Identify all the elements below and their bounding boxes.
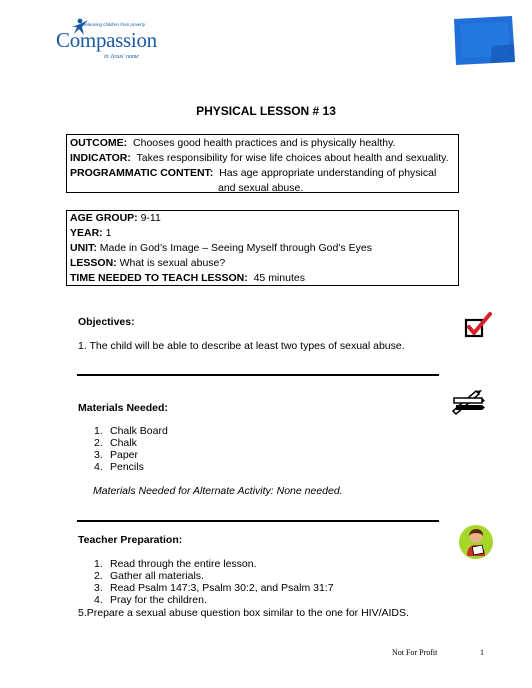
list-number: 4.	[94, 461, 103, 473]
year-line	[70, 226, 455, 241]
logo-tagline: Releasing children from poverty	[82, 22, 146, 27]
pencils-icon	[450, 389, 486, 415]
list-item	[94, 594, 334, 606]
list-number: 3.	[94, 449, 103, 461]
list-item	[94, 558, 334, 570]
page-title: PHYSICAL LESSON # 13	[196, 104, 336, 118]
list-item	[94, 449, 168, 461]
preparation-last-item: 5.Prepare a sexual abuse question box similar to the one for HIV/AIDS.	[78, 607, 409, 619]
checkbox-check-icon	[464, 312, 492, 338]
content-text-2: and sexual abuse.	[218, 182, 304, 194]
list-number: 1.	[94, 558, 103, 570]
list-number: 1.	[94, 425, 103, 437]
list-text: Paper	[110, 449, 139, 461]
list-text: Gather all materials.	[110, 570, 204, 582]
list-item	[94, 437, 168, 449]
list-number: 4.	[94, 594, 103, 606]
time-value: 45 minutes	[253, 272, 305, 284]
list-text: Read through the entire lesson.	[110, 558, 257, 570]
unit-line	[70, 241, 455, 256]
section-divider	[77, 374, 439, 376]
list-number: 2.	[94, 437, 103, 449]
materials-list	[94, 425, 168, 473]
age-label: AGE GROUP:	[70, 212, 138, 224]
indicator-label: INDICATOR:	[70, 152, 131, 164]
list-item	[94, 425, 168, 437]
time-line	[70, 271, 455, 286]
indicator-line	[70, 151, 455, 166]
content-line	[70, 166, 455, 181]
footer-not-for-profit: Not For Profit	[392, 648, 438, 657]
outcome-box	[66, 134, 459, 193]
content-label: PROGRAMMATIC CONTENT:	[70, 167, 214, 179]
list-text: Pencils	[110, 461, 144, 473]
time-label: TIME NEEDED TO TEACH LESSON:	[70, 272, 248, 284]
section-divider	[77, 520, 439, 522]
indicator-text: Takes responsibility for wise life choices about health and sexuality.	[136, 152, 449, 164]
list-text: Pray for the children.	[110, 594, 207, 606]
unit-value: Made in God’s Image – Seeing Myself through God’s Eyes	[99, 242, 372, 254]
teacher-reading-icon	[458, 524, 494, 560]
preparation-list	[94, 558, 334, 606]
lesson-value: What is sexual abuse?	[119, 257, 226, 269]
objective-item: 1. The child will be able to describe at least two types of sexual abuse.	[78, 340, 405, 352]
compassion-logo	[56, 18, 176, 64]
list-item	[94, 461, 168, 473]
list-item	[94, 570, 334, 582]
list-number: 3.	[94, 582, 103, 594]
age-value: 9-11	[140, 212, 161, 224]
outcome-text: Chooses good health practices and is physically healthy.	[133, 137, 396, 149]
lesson-line	[70, 256, 455, 271]
year-label: YEAR:	[70, 227, 103, 239]
logo-subline: in Jesus' name	[104, 54, 139, 60]
footer-page-number: 1	[480, 648, 484, 657]
list-text: Chalk	[110, 437, 137, 449]
year-value: 1	[105, 227, 112, 239]
list-text: Chalk Board	[110, 425, 168, 437]
preparation-heading: Teacher Preparation:	[78, 534, 183, 546]
lesson-info-box	[66, 210, 459, 286]
blue-stamp-graphic	[452, 16, 516, 66]
outcome-line	[70, 136, 455, 151]
lesson-label: LESSON:	[70, 257, 117, 269]
logo-wordmark: Compassion	[56, 28, 157, 52]
materials-heading: Materials Needed:	[78, 402, 168, 414]
age-line	[70, 211, 455, 226]
list-number: 2.	[94, 570, 103, 582]
content-text-1: Has age appropriate understanding of physical	[219, 167, 437, 179]
list-text: Read Psalm 147:3, Psalm 30:2, and Psalm 31:7	[110, 582, 334, 594]
objectives-heading: Objectives:	[78, 316, 135, 328]
list-item	[94, 582, 334, 594]
outcome-label: OUTCOME:	[70, 137, 128, 149]
unit-label: UNIT:	[70, 242, 97, 254]
alternate-materials: Materials Needed for Alternate Activity: None needed.	[93, 485, 343, 497]
